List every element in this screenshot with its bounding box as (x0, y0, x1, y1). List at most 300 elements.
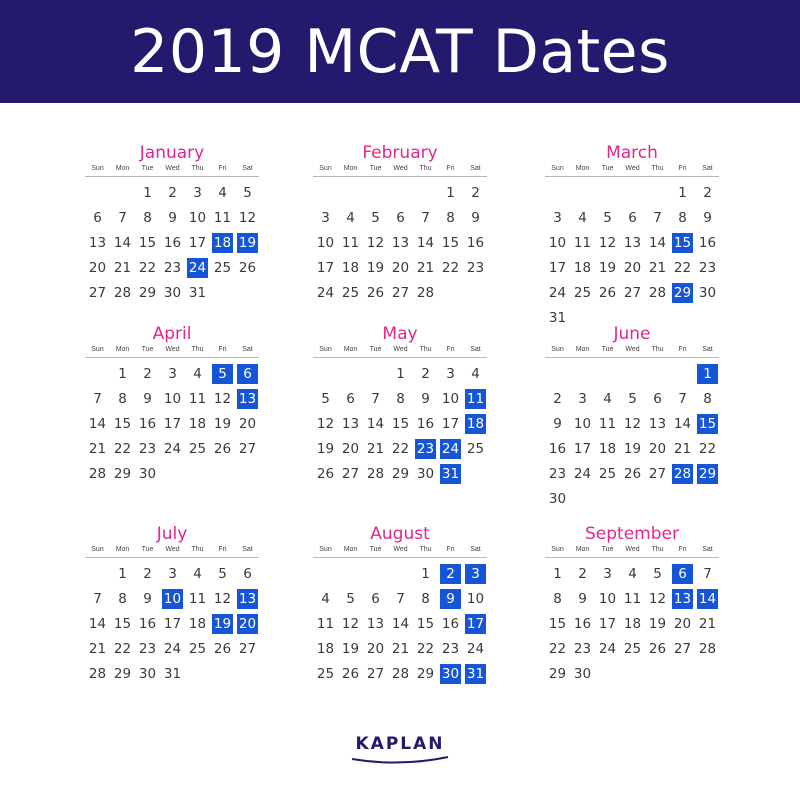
exam-date-cell (695, 586, 720, 611)
day-cell (595, 230, 620, 255)
weekday-label: Sun (551, 165, 564, 172)
day-cell (620, 386, 645, 411)
weekday-label: Mon (575, 346, 590, 353)
day-number: 6 (653, 390, 662, 407)
day-cell (110, 586, 135, 611)
day-number: 25 (213, 259, 232, 276)
day-number: 29 (113, 665, 132, 682)
day-cell (463, 255, 488, 280)
day-number: 22 (113, 440, 132, 457)
day-number: 6 (243, 565, 252, 582)
day-grid (85, 561, 259, 686)
day-cell (620, 586, 645, 611)
weekday-label: Sun (91, 546, 104, 553)
day-number: 5 (218, 565, 227, 582)
day-number: 26 (648, 640, 667, 657)
day-cell (210, 205, 235, 230)
day-cell (363, 586, 388, 611)
month-june (545, 323, 719, 511)
day-cell (670, 436, 695, 461)
day-number: 10 (598, 590, 617, 607)
day-number: 10 (548, 234, 567, 251)
day-number: 29 (391, 465, 410, 482)
day-number: 16 (698, 234, 717, 251)
day-number: 7 (93, 390, 102, 407)
month-may (313, 323, 487, 486)
day-cell (595, 636, 620, 661)
day-cell (338, 611, 363, 636)
day-number: 7 (93, 590, 102, 607)
day-grid (545, 180, 719, 330)
day-cell (135, 386, 160, 411)
day-number: 13 (341, 415, 360, 432)
day-cell (338, 436, 363, 461)
day-cell (645, 636, 670, 661)
day-number: 29 (416, 665, 435, 682)
weekday-label: Sun (319, 346, 332, 353)
day-number: 28 (648, 284, 667, 301)
day-number: 24 (163, 640, 182, 657)
day-number: 18 (316, 640, 335, 657)
weekday-label: Wed (625, 546, 640, 553)
day-number: 24 (466, 640, 485, 657)
day-cell (695, 636, 720, 661)
day-number: 21 (673, 440, 692, 457)
day-number: 1 (697, 364, 718, 384)
day-cell (413, 636, 438, 661)
day-cell (185, 436, 210, 461)
day-cell (645, 461, 670, 486)
day-number: 7 (678, 390, 687, 407)
day-number: 20 (623, 259, 642, 276)
day-cell (85, 461, 110, 486)
day-number: 27 (88, 284, 107, 301)
day-number: 27 (623, 284, 642, 301)
day-cell (413, 280, 438, 305)
day-cell (388, 205, 413, 230)
day-cell (313, 636, 338, 661)
weekday-label: Thu (419, 546, 432, 553)
day-number: 5 (371, 209, 380, 226)
day-cell (463, 586, 488, 611)
day-number: 23 (138, 640, 157, 657)
weekday-label: Mon (115, 546, 130, 553)
day-cell (313, 436, 338, 461)
day-number: 12 (213, 590, 232, 607)
day-number: 10 (316, 234, 335, 251)
day-number: 28 (416, 284, 435, 301)
day-cell (135, 255, 160, 280)
day-number: 12 (366, 234, 385, 251)
day-cell (160, 255, 185, 280)
day-grid (85, 180, 259, 305)
day-number: 16 (548, 440, 567, 457)
day-cell (110, 386, 135, 411)
day-cell (135, 280, 160, 305)
day-number: 10 (441, 390, 460, 407)
day-cell (185, 180, 210, 205)
weekday-label: Tue (141, 165, 154, 172)
day-number: 28 (698, 640, 717, 657)
day-cell (313, 280, 338, 305)
day-cell (570, 611, 595, 636)
day-number: 30 (138, 665, 157, 682)
day-cell (570, 436, 595, 461)
day-number: 18 (188, 415, 207, 432)
day-cell (620, 611, 645, 636)
day-number: 12 (598, 234, 617, 251)
day-grid (85, 361, 259, 486)
month-august (313, 523, 487, 686)
day-number: 16 (138, 615, 157, 632)
empty-day-cell (338, 180, 363, 205)
day-number: 27 (391, 284, 410, 301)
day-cell (570, 411, 595, 436)
day-cell (545, 486, 570, 511)
day-cell (545, 661, 570, 686)
month-march (545, 142, 719, 330)
day-number: 6 (93, 209, 102, 226)
day-number: 10 (466, 590, 485, 607)
weekday-label: Fri (678, 165, 687, 172)
day-cell (645, 205, 670, 230)
weekday-label: Thu (191, 546, 204, 553)
empty-day-cell (85, 561, 110, 586)
day-number: 22 (548, 640, 567, 657)
empty-day-cell (363, 361, 388, 386)
weekday-label: Sun (551, 546, 564, 553)
day-number: 11 (573, 234, 592, 251)
day-cell (185, 411, 210, 436)
day-number: 5 (243, 184, 252, 201)
day-cell (185, 586, 210, 611)
day-cell (545, 230, 570, 255)
day-cell (110, 636, 135, 661)
day-number: 13 (623, 234, 642, 251)
day-cell (110, 361, 135, 386)
day-number: 4 (578, 209, 587, 226)
exam-date-cell (670, 230, 695, 255)
exam-date-cell (235, 361, 260, 386)
day-number: 26 (316, 465, 335, 482)
day-cell (135, 611, 160, 636)
day-grid (545, 561, 719, 686)
day-number: 15 (138, 234, 157, 251)
day-cell (413, 561, 438, 586)
day-cell (235, 561, 260, 586)
day-cell (620, 636, 645, 661)
day-number: 26 (341, 665, 360, 682)
day-cell (185, 361, 210, 386)
weekday-header-row (545, 345, 719, 358)
day-cell (338, 255, 363, 280)
day-number: 28 (391, 665, 410, 682)
weekday-label: Thu (419, 346, 432, 353)
empty-day-cell (595, 180, 620, 205)
day-cell (388, 661, 413, 686)
day-number: 17 (316, 259, 335, 276)
day-cell (438, 255, 463, 280)
weekday-label: Thu (191, 346, 204, 353)
day-number: 10 (163, 590, 182, 607)
day-cell (85, 280, 110, 305)
day-cell (110, 661, 135, 686)
day-number: 4 (346, 209, 355, 226)
day-number: 15 (113, 615, 132, 632)
weekday-label: Tue (601, 546, 614, 553)
empty-day-cell (313, 361, 338, 386)
day-cell (670, 180, 695, 205)
exam-date-cell (463, 386, 488, 411)
day-cell (313, 661, 338, 686)
day-number: 22 (113, 640, 132, 657)
day-number: 17 (441, 415, 460, 432)
day-number: 1 (678, 184, 687, 201)
weekday-header-row (85, 345, 259, 358)
day-number: 13 (648, 415, 667, 432)
day-number: 28 (673, 465, 692, 482)
day-cell (85, 230, 110, 255)
day-number: 22 (138, 259, 157, 276)
day-cell (185, 611, 210, 636)
day-number: 20 (648, 440, 667, 457)
day-cell (695, 180, 720, 205)
day-cell (463, 361, 488, 386)
day-number: 18 (188, 615, 207, 632)
day-cell (545, 611, 570, 636)
weekday-label: Sat (470, 346, 481, 353)
day-cell (110, 611, 135, 636)
day-number: 24 (188, 259, 207, 276)
empty-day-cell (85, 361, 110, 386)
day-number: 25 (466, 440, 485, 457)
day-number: 17 (573, 440, 592, 457)
day-number: 13 (391, 234, 410, 251)
day-cell (645, 411, 670, 436)
day-number: 8 (396, 390, 405, 407)
day-cell (110, 436, 135, 461)
day-cell (363, 280, 388, 305)
day-cell (210, 386, 235, 411)
day-cell (413, 361, 438, 386)
day-number: 20 (366, 640, 385, 657)
day-cell (463, 436, 488, 461)
month-name: January (139, 143, 205, 163)
day-cell (135, 180, 160, 205)
empty-day-cell (338, 561, 363, 586)
empty-day-cell (570, 361, 595, 386)
day-number: 4 (603, 390, 612, 407)
exam-date-cell (670, 461, 695, 486)
day-number: 8 (118, 590, 127, 607)
day-cell (313, 586, 338, 611)
day-number: 25 (573, 284, 592, 301)
swoosh-icon (350, 755, 450, 765)
day-cell (210, 255, 235, 280)
day-cell (413, 255, 438, 280)
day-cell (135, 461, 160, 486)
day-cell (413, 461, 438, 486)
day-cell (363, 611, 388, 636)
exam-date-cell (670, 586, 695, 611)
day-number: 24 (441, 440, 460, 457)
day-cell (645, 280, 670, 305)
weekday-label: Wed (165, 165, 180, 172)
day-cell (110, 561, 135, 586)
day-cell (438, 230, 463, 255)
day-cell (210, 411, 235, 436)
day-number: 26 (623, 465, 642, 482)
day-number: 11 (623, 590, 642, 607)
day-cell (110, 205, 135, 230)
day-cell (363, 230, 388, 255)
day-cell (595, 611, 620, 636)
day-cell (338, 586, 363, 611)
day-number: 9 (553, 415, 562, 432)
day-cell (338, 230, 363, 255)
exam-date-cell (210, 230, 235, 255)
day-cell (695, 436, 720, 461)
day-number: 4 (218, 184, 227, 201)
day-number: 7 (703, 565, 712, 582)
day-cell (210, 436, 235, 461)
empty-day-cell (313, 561, 338, 586)
day-cell (413, 611, 438, 636)
weekday-label: Thu (651, 346, 664, 353)
day-cell (695, 205, 720, 230)
day-number: 21 (698, 615, 717, 632)
day-cell (670, 611, 695, 636)
day-cell (570, 661, 595, 686)
day-number: 25 (316, 665, 335, 682)
day-number: 2 (578, 565, 587, 582)
day-number: 5 (321, 390, 330, 407)
day-number: 1 (553, 565, 562, 582)
day-cell (135, 586, 160, 611)
weekday-label: Thu (651, 546, 664, 553)
day-cell (135, 561, 160, 586)
day-cell (645, 586, 670, 611)
day-cell (545, 561, 570, 586)
day-cell (338, 636, 363, 661)
weekday-label: Fri (446, 165, 455, 172)
day-cell (363, 636, 388, 661)
day-number: 6 (672, 564, 693, 584)
day-number: 5 (212, 364, 233, 384)
day-number: 7 (371, 390, 380, 407)
day-cell (185, 561, 210, 586)
day-number: 28 (88, 465, 107, 482)
day-cell (388, 255, 413, 280)
exam-date-cell (695, 411, 720, 436)
day-number: 20 (238, 415, 257, 432)
day-cell (160, 611, 185, 636)
day-number: 1 (118, 365, 127, 382)
day-number: 18 (573, 259, 592, 276)
day-number: 14 (391, 615, 410, 632)
day-cell (388, 280, 413, 305)
exam-date-cell (235, 611, 260, 636)
day-cell (160, 636, 185, 661)
day-number: 28 (366, 465, 385, 482)
day-number: 31 (466, 665, 485, 682)
exam-date-cell (210, 361, 235, 386)
day-cell (338, 411, 363, 436)
day-cell (110, 280, 135, 305)
day-number: 1 (396, 365, 405, 382)
exam-date-cell (413, 436, 438, 461)
day-cell (85, 436, 110, 461)
day-cell (135, 361, 160, 386)
day-cell (338, 386, 363, 411)
day-number: 2 (703, 184, 712, 201)
day-number: 19 (238, 234, 257, 251)
day-number: 13 (238, 390, 257, 407)
day-cell (85, 586, 110, 611)
weekday-label: Sat (702, 546, 713, 553)
day-cell (235, 411, 260, 436)
day-cell (363, 461, 388, 486)
day-cell (670, 636, 695, 661)
month-name: April (152, 324, 192, 344)
day-number: 27 (366, 665, 385, 682)
exam-date-cell (235, 386, 260, 411)
day-cell (570, 586, 595, 611)
day-number: 4 (193, 565, 202, 582)
day-number: 25 (623, 640, 642, 657)
day-number: 21 (88, 440, 107, 457)
day-number: 19 (648, 615, 667, 632)
day-number: 16 (441, 615, 460, 632)
day-number: 8 (118, 390, 127, 407)
month-january (85, 142, 259, 305)
weekday-label: Tue (141, 546, 154, 553)
month-april (85, 323, 259, 486)
weekday-label: Fri (678, 546, 687, 553)
day-number: 3 (193, 184, 202, 201)
day-number: 17 (466, 615, 485, 632)
day-cell (645, 230, 670, 255)
day-cell (388, 636, 413, 661)
day-number: 11 (188, 590, 207, 607)
empty-day-cell (645, 361, 670, 386)
day-number: 19 (213, 415, 232, 432)
exam-date-cell (160, 586, 185, 611)
weekday-label: Tue (601, 346, 614, 353)
day-number: 26 (213, 640, 232, 657)
day-cell (85, 255, 110, 280)
weekday-label: Tue (601, 165, 614, 172)
day-number: 3 (168, 365, 177, 382)
day-number: 1 (421, 565, 430, 582)
day-cell (545, 280, 570, 305)
day-cell (645, 436, 670, 461)
day-number: 19 (598, 259, 617, 276)
empty-day-cell (620, 361, 645, 386)
day-number: 25 (341, 284, 360, 301)
day-cell (695, 561, 720, 586)
day-cell (413, 411, 438, 436)
day-number: 10 (163, 390, 182, 407)
day-cell (313, 386, 338, 411)
weekday-header-row (545, 164, 719, 177)
day-number: 23 (416, 440, 435, 457)
day-number: 20 (673, 615, 692, 632)
day-cell (235, 636, 260, 661)
day-cell (85, 636, 110, 661)
weekday-header-row (313, 164, 487, 177)
day-number: 15 (673, 234, 692, 251)
